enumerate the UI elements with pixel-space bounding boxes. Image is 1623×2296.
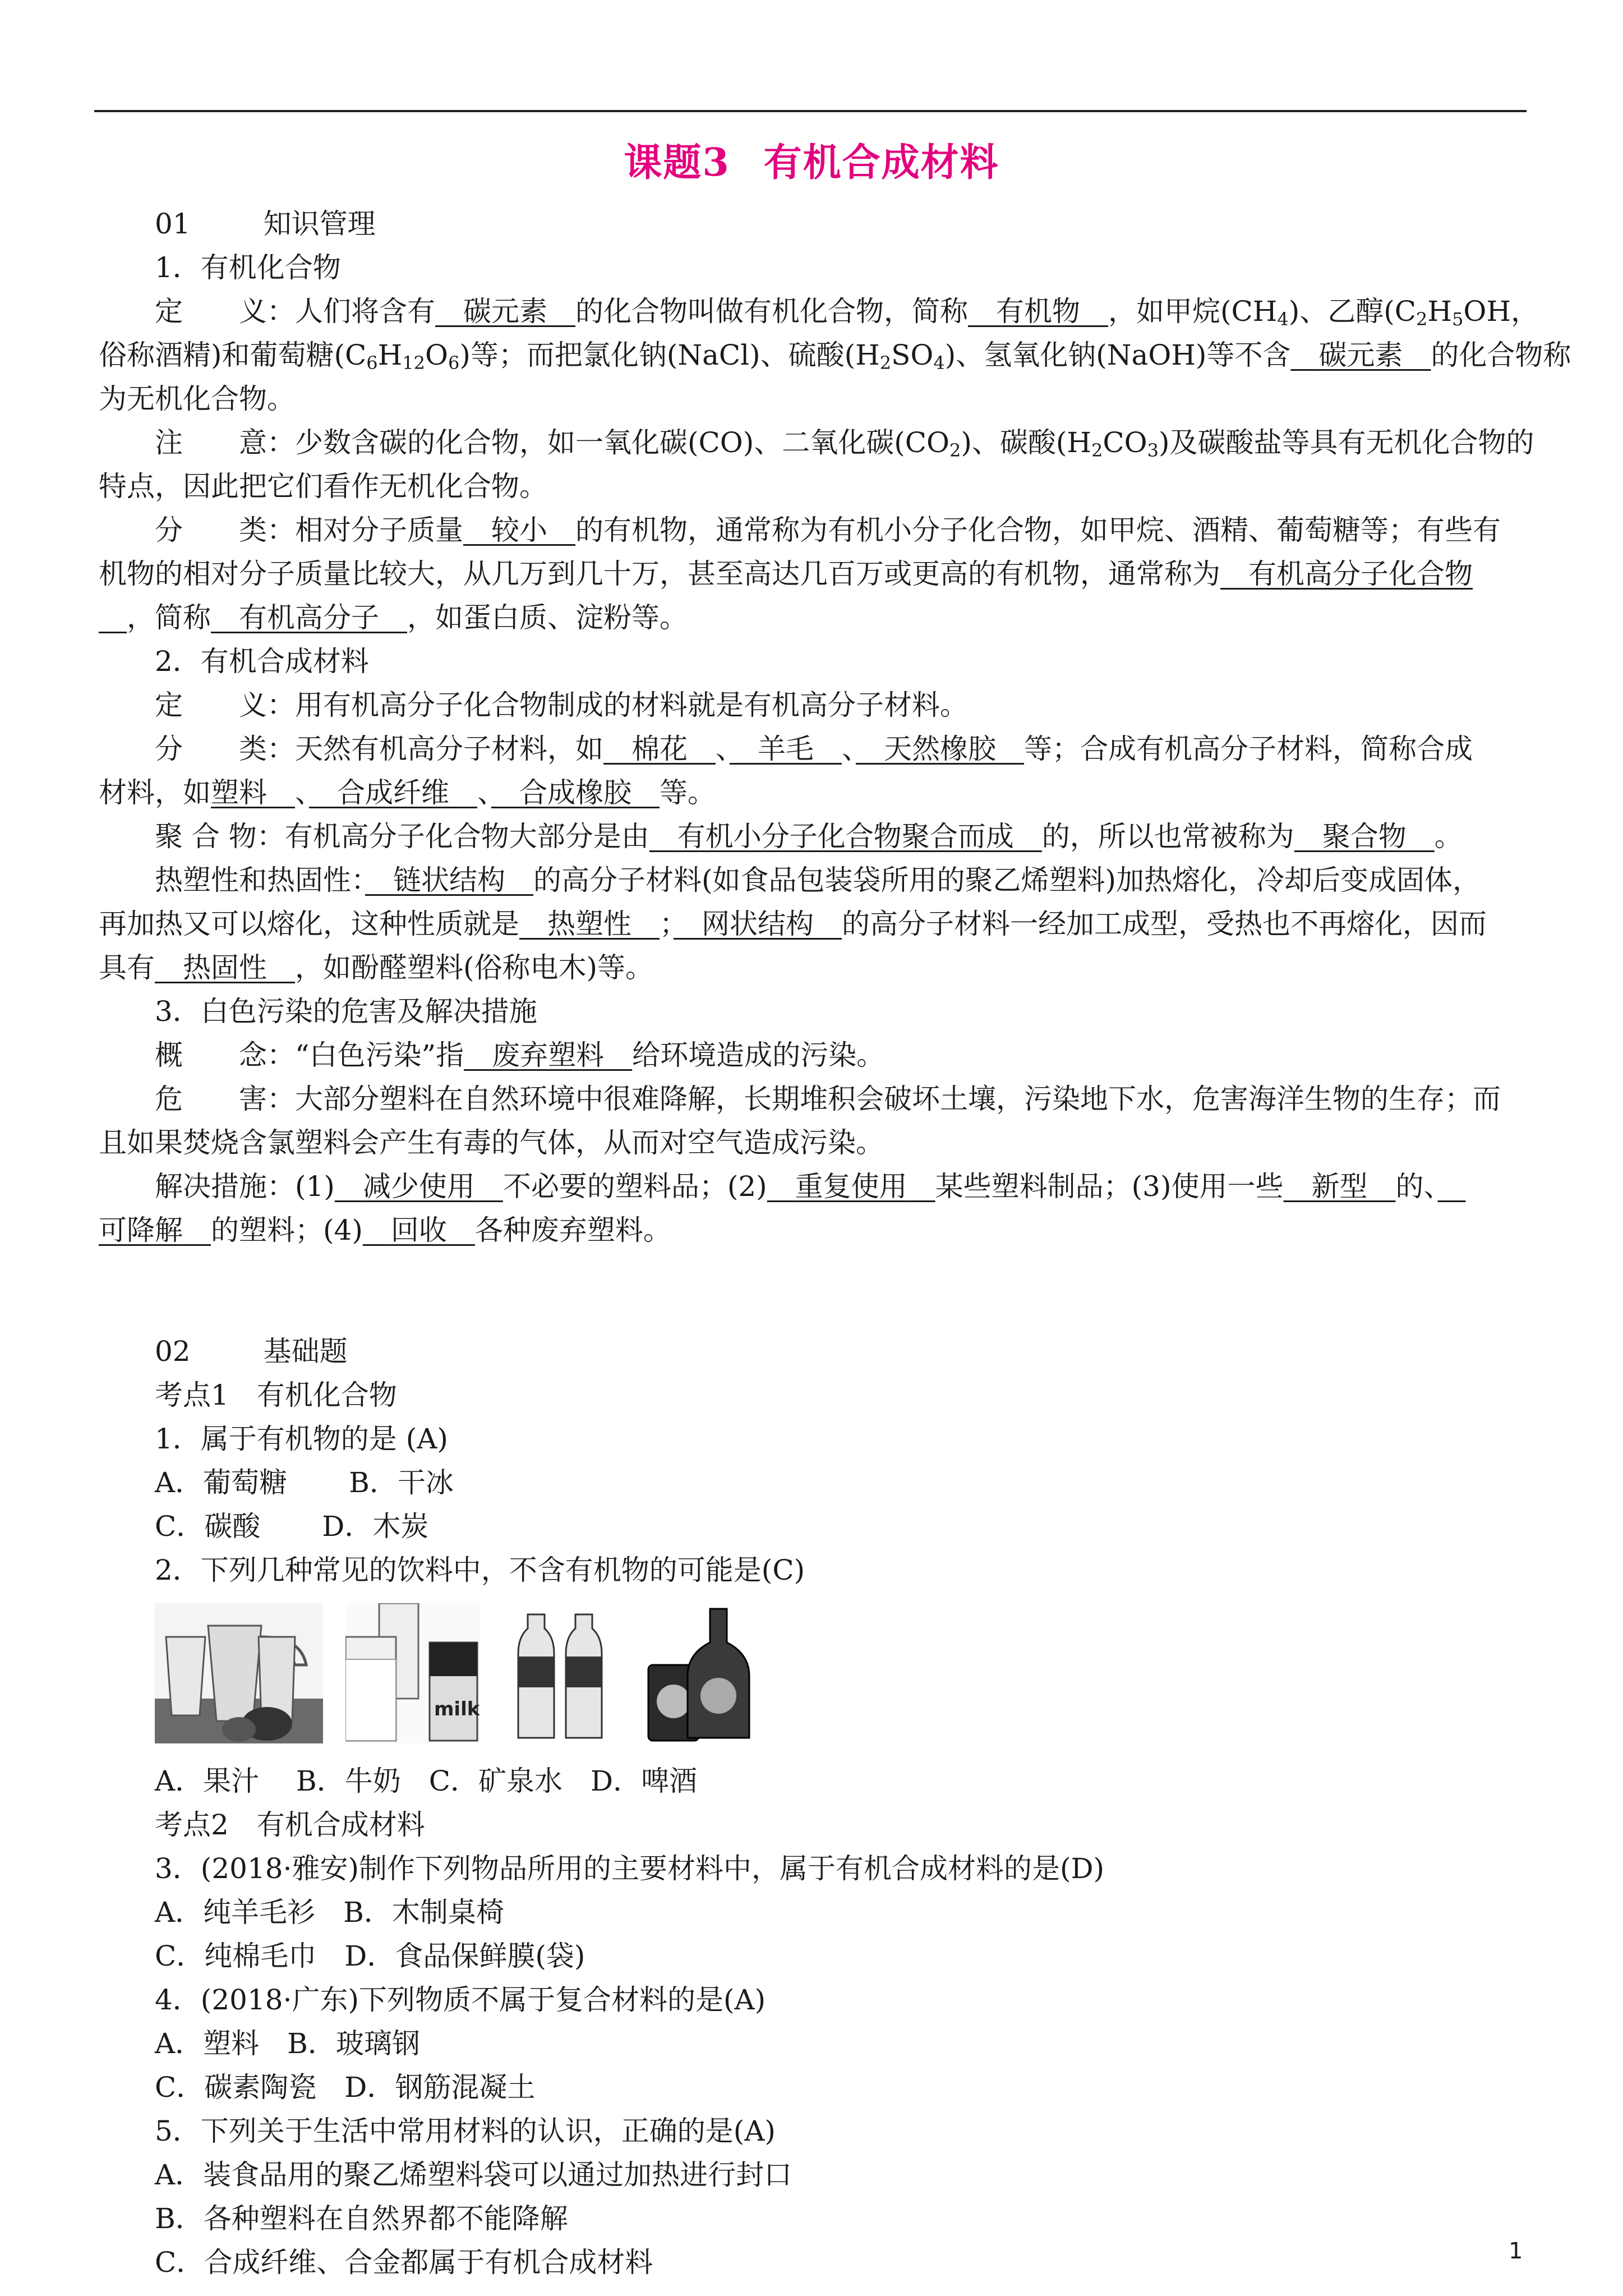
label: 定 义 bbox=[155, 295, 267, 328]
blank-answer: 塑料 bbox=[211, 776, 267, 809]
question-3-options-cd: C．纯棉毛巾 D．食品保鲜膜(袋) bbox=[155, 1940, 585, 1972]
text: ，如酚醛塑料(俗称电木)等。 bbox=[295, 951, 654, 984]
text: ，简称 bbox=[127, 601, 211, 634]
section-name: 知识管理 bbox=[263, 208, 376, 240]
thermo-line-3 bbox=[99, 946, 1529, 990]
label: 分 类 bbox=[155, 514, 267, 546]
text: 的塑料；(4) bbox=[211, 1214, 363, 1246]
text: 材料，如 bbox=[99, 776, 211, 809]
p3-heading: 3．白色污染的危害及解决措施 bbox=[155, 995, 537, 1028]
section1-heading bbox=[155, 202, 1529, 246]
classification-line-1 bbox=[155, 508, 1529, 552]
text: ：天然有机高分子材料，如 bbox=[267, 733, 603, 765]
blank-answer: 较小 bbox=[491, 514, 547, 546]
text: 的高分子材料一经加工成型，受热也不再熔化，因而 bbox=[842, 908, 1487, 940]
text: ； bbox=[660, 908, 674, 940]
classification-line-2 bbox=[99, 552, 1529, 596]
text: ：大部分塑料在自然环境中很难降解，长期堆积会破坏土壤，污染地下水，危害海洋生物的生存；而 bbox=[267, 1083, 1501, 1115]
blank-answer: 新型 bbox=[1311, 1170, 1368, 1203]
question-1-options-cd bbox=[155, 1504, 1529, 1548]
text: ：人们将含有 bbox=[267, 295, 435, 328]
text: )、碳酸(H bbox=[961, 426, 1092, 459]
text: 给环境造成的污染。 bbox=[632, 1039, 885, 1071]
question-1-options-ab bbox=[155, 1461, 1529, 1504]
blank-answer: 热固性 bbox=[183, 951, 267, 984]
blank-answer: 链状结构 bbox=[393, 864, 505, 896]
blank-answer: 热塑性 bbox=[547, 908, 631, 940]
classification2-line-2: 材料，如塑料 、 合成纤维 、 合成橡胶 等。 bbox=[99, 776, 716, 809]
solution-line-2 bbox=[99, 1208, 1529, 1252]
harm-line-2: 且如果焚烧含氯塑料会产生有毒的气体，从而对空气造成污染。 bbox=[99, 1126, 884, 1159]
text: 的化合物称 bbox=[1431, 339, 1571, 371]
text: 再加热又可以熔化，这种性质就是 bbox=[99, 908, 519, 940]
text: H bbox=[377, 339, 403, 371]
harm-line-1 bbox=[155, 1077, 1529, 1121]
text: CO bbox=[1103, 426, 1147, 459]
text: 不必要的塑料品；(2) bbox=[502, 1170, 767, 1203]
title-label: 课题3 bbox=[624, 140, 730, 185]
text: 的化合物叫做有机化合物，简称 bbox=[575, 295, 968, 328]
definition-line-3: 为无机化合物。 bbox=[99, 383, 295, 415]
blank-answer: 天然橡胶 bbox=[884, 733, 996, 765]
note-line-2: 特点，因此把它们看作无机化合物。 bbox=[99, 470, 547, 503]
p1-heading: 1．有机化合物 bbox=[155, 251, 341, 284]
text: ： bbox=[351, 864, 365, 896]
section2-heading bbox=[155, 1329, 1529, 1373]
question-4-options-cd: C．碳素陶瓷 D．钢筋混凝土 bbox=[155, 2071, 536, 2104]
text: ：“白色污染”指 bbox=[267, 1039, 464, 1071]
text: ：有机高分子化合物大部分是由 bbox=[256, 820, 649, 853]
label: 注 意 bbox=[155, 426, 267, 459]
thermo-line-2 bbox=[99, 902, 1529, 946]
blank-answer bbox=[1437, 1170, 1465, 1203]
text: )、乙醇(C bbox=[1288, 295, 1417, 328]
label: 解决措施 bbox=[155, 1170, 267, 1203]
page-number: 1 bbox=[1509, 2238, 1523, 2264]
question-5-option-c: C．合成纤维、合金都属于有机合成材料 bbox=[155, 2246, 653, 2279]
keypoint-1: 考点1 有机化合物 bbox=[155, 1379, 397, 1411]
text: ：(1) bbox=[267, 1170, 335, 1203]
blank-answer: 网状结构 bbox=[702, 908, 814, 940]
blank-tail bbox=[99, 601, 127, 634]
blank-answer: 有机高分子化合物 bbox=[1248, 558, 1473, 590]
blank-answer: 废弃塑料 bbox=[492, 1039, 605, 1071]
question-3-options-ab: A．纯羊毛衫 B．木制桌椅 bbox=[155, 1896, 504, 1929]
text: ：相对分子质量 bbox=[267, 514, 463, 546]
option-a: A．葡萄糖 bbox=[155, 1466, 288, 1499]
keypoint-2: 考点2 有机合成材料 bbox=[155, 1809, 425, 1841]
juice-image bbox=[155, 1603, 323, 1743]
milk-label: milk bbox=[434, 1698, 480, 1720]
label: 定 义 bbox=[155, 689, 267, 721]
document-body bbox=[99, 202, 1571, 2284]
text: 某些塑料制品；(3)使用一些 bbox=[935, 1170, 1284, 1203]
question-3: 3．(2018·雅安)制作下列物品所用的主要材料中，属于有机合成材料的是(D) bbox=[155, 1852, 1105, 1885]
text: )、氢氧化钠(NaOH)等不含 bbox=[944, 339, 1291, 371]
label: 聚 合 物 bbox=[155, 820, 257, 853]
definition-line-1: 定 义：人们将含有 碳元素 的化合物叫做有机化合物，简称 有机物 ，如甲烷$(CH_4)$、乙醇($C_2H_5OH$， bbox=[155, 295, 1539, 330]
text: )及碳酸盐等具有无机化合物的 bbox=[1158, 426, 1534, 459]
question-2: 2．下列几种常见的饮料中，不含有机物的可能是(C) bbox=[155, 1554, 805, 1586]
text: ，如蛋白质、淀粉等。 bbox=[407, 601, 688, 634]
question-4-options-ab: A．塑料 B．玻璃钢 bbox=[155, 2027, 420, 2060]
blank-answer: 碳元素 bbox=[1318, 339, 1403, 371]
classification2-line-1: 分 类：天然有机高分子材料，如 棉花 、 羊毛 、 天然橡胶 等；合成有机高分子材料，简称合成 bbox=[155, 733, 1473, 765]
title-text: 有机合成材料 bbox=[763, 140, 999, 185]
text: 。 bbox=[1434, 820, 1463, 853]
label: 分 类 bbox=[155, 733, 267, 765]
definition-line-2: 俗称酒精)和葡萄糖$(C_6H_{12}O_6)$等；而把氯化钠(NaCl)、硫酸$(H_2SO_4)$、氢氧化钠(NaOH)等不含 碳元素 的化合物称 bbox=[99, 339, 1571, 374]
solution-line-1 bbox=[155, 1165, 1529, 1208]
text: 的高分子材料(如食品包装袋所用的聚乙烯塑料)加热熔化，冷却后变成固体， bbox=[533, 864, 1481, 896]
top-rule bbox=[94, 110, 1527, 112]
question-5-option-a: A．装食品用的聚乙烯塑料袋可以通过加热进行封口 bbox=[155, 2159, 792, 2191]
text: 等。 bbox=[660, 776, 716, 809]
concept-line bbox=[155, 1033, 1529, 1077]
mineral-water-image bbox=[514, 1603, 609, 1743]
blank-answer: 可降解 bbox=[99, 1214, 183, 1246]
option-b: B．干冰 bbox=[349, 1466, 454, 1499]
text: 的、 bbox=[1395, 1170, 1438, 1203]
text: H bbox=[1427, 295, 1452, 328]
question-2-options: A．果汁 B．牛奶 C．矿泉水 D．啤酒 bbox=[155, 1765, 698, 1797]
blank-answer: 回收 bbox=[390, 1214, 447, 1246]
blank-answer: 有机高分子 bbox=[239, 601, 379, 634]
text: ：少数含碳的化合物，如一氧化碳(CO)、二氧化碳(CO bbox=[267, 426, 950, 459]
question-1: 1．属于有机物的是 (A) bbox=[155, 1423, 448, 1455]
text: 俗称酒精)和葡萄糖(C bbox=[99, 339, 367, 371]
drink-pictures bbox=[155, 1603, 1529, 1743]
beer-image bbox=[643, 1603, 755, 1743]
text: )等；而把氯化钠(NaCl)、硫酸(H bbox=[459, 339, 880, 371]
note-line-1: 注 意：少数含碳的化合物，如一氧化碳(CO)、二氧化碳$(CO_2)$、碳酸$(H_2CO_3)$及碳酸盐等具有无机化合物的 bbox=[155, 426, 1534, 461]
option-d: D．木炭 bbox=[322, 1510, 429, 1543]
label: 危 害 bbox=[155, 1083, 267, 1115]
question-5-option-b: B．各种塑料在自然界都不能降解 bbox=[155, 2202, 568, 2235]
polymer-line bbox=[155, 815, 1529, 858]
blank-answer: 减少使用 bbox=[362, 1170, 475, 1203]
option-c: C．碳酸 bbox=[155, 1510, 261, 1543]
blank-answer: 羊毛 bbox=[758, 733, 814, 765]
page-title bbox=[0, 132, 1623, 187]
thermo-line-1 bbox=[155, 858, 1529, 902]
section-number: 02 bbox=[155, 1335, 191, 1368]
milk-image bbox=[345, 1603, 480, 1743]
section-name: 基础题 bbox=[263, 1335, 348, 1368]
blank-answer: 合成橡胶 bbox=[519, 776, 631, 809]
text: O bbox=[425, 339, 448, 371]
text: OH， bbox=[1463, 295, 1539, 328]
label: 热塑性和热固性 bbox=[155, 864, 351, 896]
question-5: 5．下列关于生活中常用材料的认识，正确的是(A) bbox=[155, 2115, 776, 2147]
text: 机物的相对分子质量比较大，从几万到几十万，甚至高达几百万或更高的有机物，通常称为 bbox=[99, 558, 1220, 590]
text: 的，所以也常被称为 bbox=[1041, 820, 1294, 853]
text: 等；合成有机高分子材料，简称合成 bbox=[1024, 733, 1473, 765]
blank-answer: 合成纤维 bbox=[337, 776, 449, 809]
blank-answer: 碳元素 bbox=[463, 295, 547, 328]
section-number: 01 bbox=[155, 208, 191, 240]
text: ：用有机高分子化合物制成的材料就是有机高分子材料。 bbox=[267, 689, 968, 721]
text: 的有机物，通常称为有机小分子化合物，如甲烷、酒精、葡萄糖等；有些有 bbox=[575, 514, 1501, 546]
blank-answer: 重复使用 bbox=[795, 1170, 907, 1203]
blank-answer: 棉花 bbox=[631, 733, 688, 765]
text: 各种废弃塑料。 bbox=[474, 1214, 671, 1246]
classification-line-3 bbox=[99, 596, 1529, 639]
text: ，如甲烷(CH bbox=[1108, 295, 1278, 328]
definition2-line bbox=[155, 683, 1529, 727]
question-4: 4．(2018·广东)下列物质不属于复合材料的是(A) bbox=[155, 1984, 766, 2016]
text: 具有 bbox=[99, 951, 155, 984]
blank-answer: 有机物 bbox=[996, 295, 1080, 328]
label: 概 念 bbox=[155, 1039, 267, 1071]
blank-answer: 聚合物 bbox=[1322, 820, 1407, 853]
text: SO bbox=[891, 339, 934, 371]
p2-heading: 2．有机合成材料 bbox=[155, 645, 369, 678]
blank-answer: 有机小分子化合物聚合而成 bbox=[677, 820, 1014, 853]
